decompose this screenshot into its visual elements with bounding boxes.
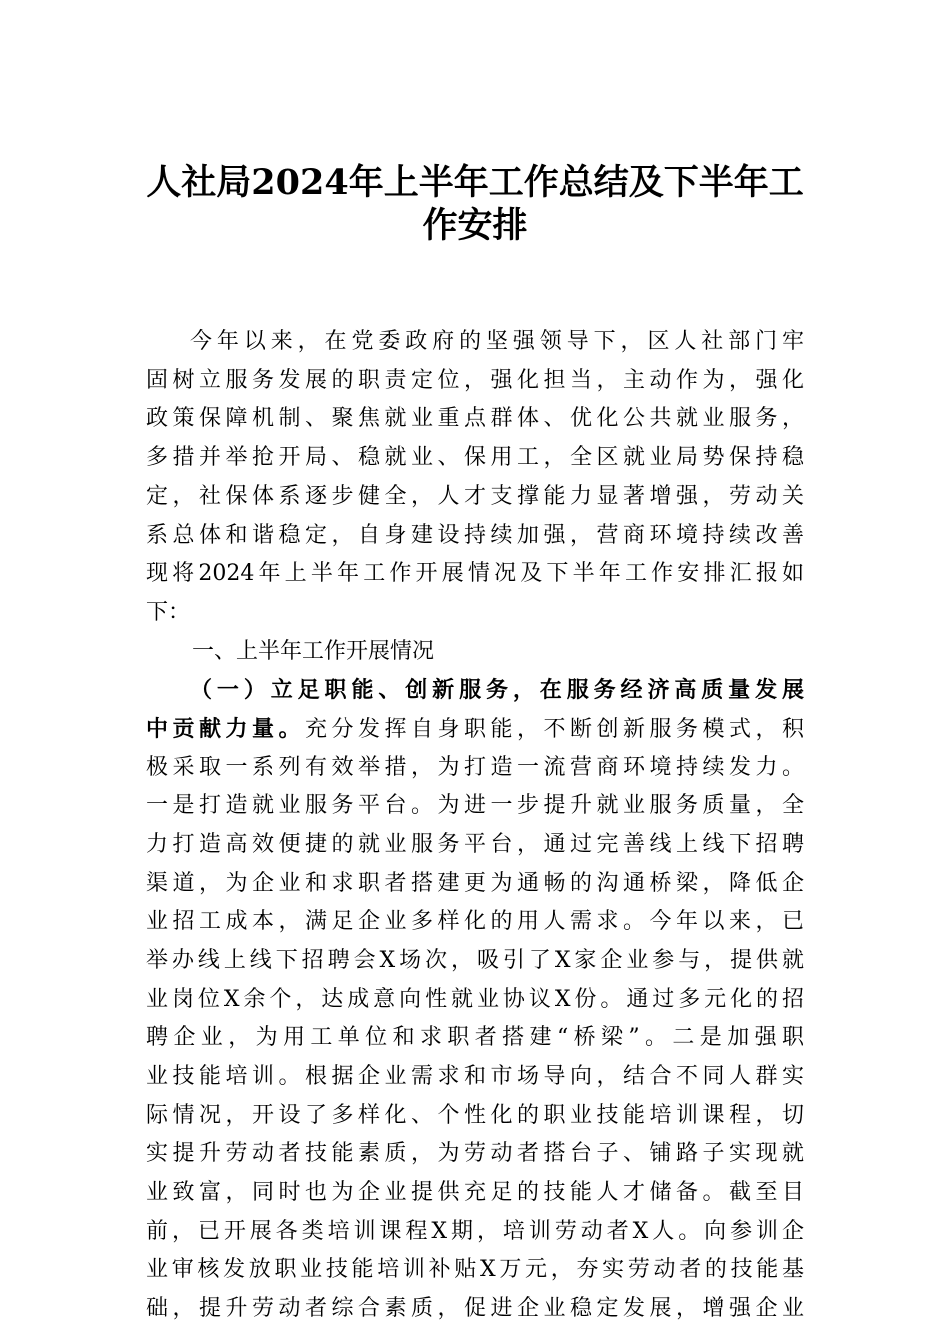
intro-line: 多措并举抢开局、稳就业、保用工，全区就业局势保持稳	[146, 445, 804, 470]
body-line: 础，提升劳动者综合素质，促进企业稳定发展，增强企业	[146, 1296, 804, 1321]
body-line: 业招工成本，满足企业多样化的用人需求。今年以来，已	[146, 909, 804, 934]
body-line: 极采取一系列有效举措，为打造一流营商环境持续发力。	[146, 755, 804, 780]
body-line: 业岗位X余个，达成意向性就业协议X份。通过多元化的招	[146, 987, 804, 1012]
intro-line: 今年以来，在党委政府的坚强领导下，区人社部门牢	[190, 329, 804, 354]
document-title-line-1: 人社局2024年上半年工作总结及下半年工	[146, 162, 804, 203]
intro-line: 下：	[146, 600, 191, 625]
body-line: 聘企业，为用工单位和求职者搭建“桥梁”。二是加强职	[146, 1025, 804, 1050]
intro-line: 定，社保体系逐步健全，人才支撑能力显著增强，劳动关	[146, 484, 804, 509]
body-line: 力打造高效便捷的就业服务平台，通过完善线上线下招聘	[146, 832, 804, 857]
intro-line: 固树立服务发展的职责定位，强化担当，主动作为，强化	[146, 368, 804, 393]
body-line: 一是打造就业服务平台。为进一步提升就业服务质量，全	[146, 793, 804, 818]
document-title-line-2: 作安排	[422, 205, 528, 246]
body-line: 举办线上线下招聘会X场次，吸引了X家企业参与，提供就	[146, 948, 804, 973]
body-line: 业致富，同时也为企业提供充足的技能人才储备。截至目	[146, 1180, 804, 1205]
body-line: 业审核发放职业技能培训补贴X万元，夯实劳动者的技能基	[146, 1257, 804, 1282]
body-line: 渠道，为企业和求职者搭建更为通畅的沟通桥梁，降低企	[146, 871, 804, 896]
subsection-heading-end: 中贡献力量。	[146, 716, 305, 742]
intro-line: 系总体和谐稳定，自身建设持续加强，营商环境持续改善	[146, 523, 804, 548]
intro-line: 政策保障机制、聚焦就业重点群体、优化公共就业服务，	[146, 406, 804, 431]
body-line: 前，已开展各类培训课程X期，培训劳动者X人。向参训企	[146, 1219, 804, 1244]
intro-line: 现将2024年上半年工作开展情况及下半年工作安排汇报如	[146, 561, 804, 586]
body-line: 实提升劳动者技能素质，为劳动者搭台子、铺路子实现就	[146, 1141, 804, 1166]
section-heading: 一、上半年工作开展情况	[192, 639, 435, 664]
body-line: 业技能培训。根据企业需求和市场导向，结合不同人群实	[146, 1064, 804, 1089]
subsection-text: 充分发挥自身职能，不断创新服务模式，积	[305, 717, 804, 742]
subsection-line	[146, 714, 804, 744]
body-line: 际情况，开设了多样化、个性化的职业技能培训课程，切	[146, 1103, 804, 1128]
subsection-heading: （一）立足职能、创新服务，在服务经济高质量发展	[190, 677, 804, 703]
